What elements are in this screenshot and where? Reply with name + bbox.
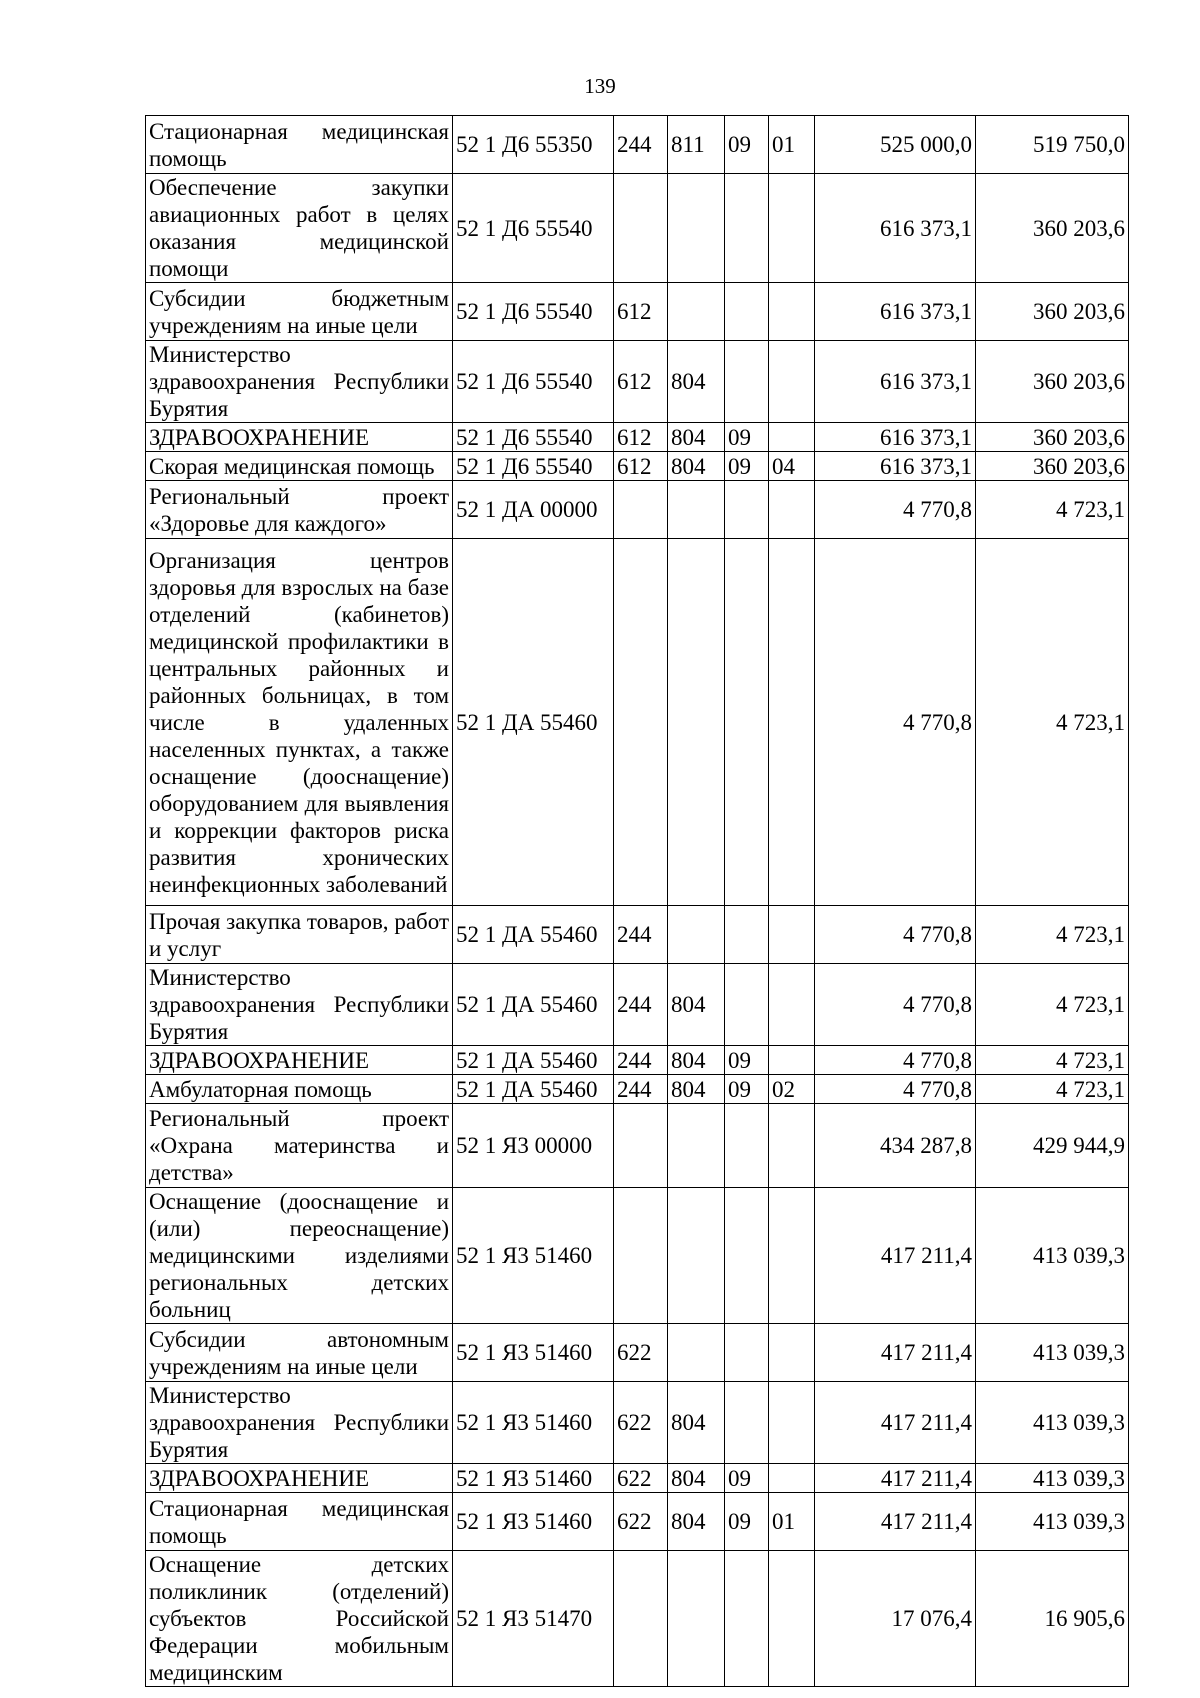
row-expense-type: 244 <box>614 116 668 174</box>
row-target-code: 52 1 Д6 55540 <box>453 423 614 452</box>
row-name: Региональный проект «Охрана материнства и детства» <box>146 1104 453 1188</box>
row-subsection <box>769 1324 815 1382</box>
row-expense-type: 622 <box>614 1382 668 1464</box>
row-ministry-code: 804 <box>668 423 725 452</box>
table-row <box>146 174 1129 283</box>
row-sum-2: 4 723,1 <box>976 906 1129 964</box>
row-target-code: 52 1 ДА 55460 <box>453 539 614 906</box>
row-ministry-code <box>668 481 725 539</box>
row-section: 09 <box>725 423 769 452</box>
row-section <box>725 1324 769 1382</box>
row-sum-2: 4 723,1 <box>976 1075 1129 1104</box>
table-row <box>146 1188 1129 1324</box>
row-name: Субсидии автономным учреждениям на иные цели <box>146 1324 453 1382</box>
row-expense-type: 622 <box>614 1493 668 1551</box>
row-section <box>725 174 769 283</box>
row-target-code: 52 1 Д6 55540 <box>453 341 614 423</box>
row-subsection: 01 <box>769 116 815 174</box>
row-sum-2: 360 203,6 <box>976 341 1129 423</box>
row-name: Субсидии бюджетным учреждениям на иные цели <box>146 283 453 341</box>
row-sum-2: 413 039,3 <box>976 1324 1129 1382</box>
row-target-code: 52 1 Я3 51460 <box>453 1188 614 1324</box>
row-expense-type: 612 <box>614 423 668 452</box>
row-sum-1: 616 373,1 <box>815 283 976 341</box>
table-row <box>146 1493 1129 1551</box>
row-sum-1: 4 770,8 <box>815 1046 976 1075</box>
row-ministry-code <box>668 174 725 283</box>
row-name: Оснащение детских поликлиник (отделений) субъектов Российской Федерации мобильным медицинским <box>146 1551 453 1687</box>
row-sum-2: 360 203,6 <box>976 283 1129 341</box>
row-expense-type: 622 <box>614 1324 668 1382</box>
row-target-code: 52 1 Д6 55540 <box>453 283 614 341</box>
row-subsection <box>769 906 815 964</box>
row-name: Министерство здравоохранения Республики Бурятия <box>146 341 453 423</box>
row-target-code: 52 1 Я3 51460 <box>453 1382 614 1464</box>
row-sum-2: 360 203,6 <box>976 423 1129 452</box>
row-name: Стационарная медицинская помощь <box>146 116 453 174</box>
row-ministry-code: 804 <box>668 1464 725 1493</box>
row-target-code: 52 1 Д6 55540 <box>453 174 614 283</box>
row-name: Министерство здравоохранения Республики Бурятия <box>146 964 453 1046</box>
table-row <box>146 341 1129 423</box>
row-expense-type <box>614 1188 668 1324</box>
row-ministry-code <box>668 906 725 964</box>
row-expense-type <box>614 1551 668 1687</box>
row-target-code: 52 1 Я3 51460 <box>453 1493 614 1551</box>
row-section <box>725 1551 769 1687</box>
row-sum-2: 519 750,0 <box>976 116 1129 174</box>
row-sum-2: 413 039,3 <box>976 1188 1129 1324</box>
row-subsection <box>769 1551 815 1687</box>
row-ministry-code: 804 <box>668 341 725 423</box>
row-target-code: 52 1 ДА 55460 <box>453 1046 614 1075</box>
row-sum-1: 616 373,1 <box>815 174 976 283</box>
row-target-code: 52 1 Я3 51460 <box>453 1324 614 1382</box>
row-subsection <box>769 174 815 283</box>
row-ministry-code: 804 <box>668 1046 725 1075</box>
row-ministry-code <box>668 1104 725 1188</box>
row-section: 09 <box>725 116 769 174</box>
row-target-code: 52 1 Д6 55350 <box>453 116 614 174</box>
row-expense-type <box>614 174 668 283</box>
table-row <box>146 906 1129 964</box>
row-ministry-code: 804 <box>668 964 725 1046</box>
row-sum-1: 616 373,1 <box>815 423 976 452</box>
row-subsection: 04 <box>769 452 815 481</box>
row-ministry-code: 804 <box>668 452 725 481</box>
row-section <box>725 1104 769 1188</box>
row-subsection <box>769 1046 815 1075</box>
row-name: Оснащение (дооснащение и (или) переоснащение) медицинскими изделиями региональных детских больниц <box>146 1188 453 1324</box>
row-subsection <box>769 539 815 906</box>
row-name: Обеспечение закупки авиационных работ в целях оказания медицинской помощи <box>146 174 453 283</box>
table-row <box>146 1046 1129 1075</box>
row-sum-2: 4 723,1 <box>976 964 1129 1046</box>
row-section: 09 <box>725 1046 769 1075</box>
row-target-code: 52 1 Д6 55540 <box>453 452 614 481</box>
row-name: ЗДРАВООХРАНЕНИЕ <box>146 423 453 452</box>
row-section <box>725 906 769 964</box>
row-expense-type: 244 <box>614 1046 668 1075</box>
row-name: Прочая закупка товаров, работ и услуг <box>146 906 453 964</box>
row-sum-1: 4 770,8 <box>815 964 976 1046</box>
row-ministry-code: 804 <box>668 1075 725 1104</box>
row-ministry-code: 811 <box>668 116 725 174</box>
row-sum-2: 360 203,6 <box>976 452 1129 481</box>
row-sum-2: 4 723,1 <box>976 481 1129 539</box>
row-sum-1: 4 770,8 <box>815 539 976 906</box>
table-row <box>146 452 1129 481</box>
row-name: ЗДРАВООХРАНЕНИЕ <box>146 1464 453 1493</box>
row-expense-type: 612 <box>614 452 668 481</box>
row-sum-1: 417 211,4 <box>815 1464 976 1493</box>
table-row <box>146 1382 1129 1464</box>
page-number: 139 <box>584 74 616 98</box>
table-row <box>146 481 1129 539</box>
row-subsection: 01 <box>769 1493 815 1551</box>
row-target-code: 52 1 Я3 51460 <box>453 1464 614 1493</box>
row-target-code: 52 1 ДА 55460 <box>453 964 614 1046</box>
row-name: Скорая медицинская помощь <box>146 452 453 481</box>
row-subsection <box>769 1382 815 1464</box>
row-ministry-code <box>668 1188 725 1324</box>
row-expense-type: 244 <box>614 1075 668 1104</box>
row-ministry-code <box>668 1551 725 1687</box>
table-row <box>146 1551 1129 1687</box>
row-sum-1: 434 287,8 <box>815 1104 976 1188</box>
row-sum-1: 4 770,8 <box>815 1075 976 1104</box>
table-row <box>146 964 1129 1046</box>
row-sum-2: 4 723,1 <box>976 1046 1129 1075</box>
table-row <box>146 283 1129 341</box>
row-name: Организация центров здоровья для взрослых на базе отделений (кабинетов) медицинской профилактики в центральных районных и районных больницах, в том числе в удаленных населенных пунктах, а также оснащение (дооснащение) оборудованием для выявления и коррекции факторов риска развития хронических неинфекционных заболеваний <box>146 539 453 906</box>
row-subsection <box>769 283 815 341</box>
row-section: 09 <box>725 1493 769 1551</box>
row-subsection <box>769 341 815 423</box>
table-row <box>146 1464 1129 1493</box>
row-sum-1: 616 373,1 <box>815 341 976 423</box>
row-target-code: 52 1 ДА 55460 <box>453 906 614 964</box>
row-section <box>725 481 769 539</box>
budget-table <box>145 115 1129 1687</box>
row-sum-1: 17 076,4 <box>815 1551 976 1687</box>
table-row <box>146 1104 1129 1188</box>
row-sum-1: 616 373,1 <box>815 452 976 481</box>
row-sum-2: 413 039,3 <box>976 1382 1129 1464</box>
row-section <box>725 964 769 1046</box>
row-subsection <box>769 423 815 452</box>
row-section: 09 <box>725 1075 769 1104</box>
row-section: 09 <box>725 1464 769 1493</box>
row-expense-type <box>614 539 668 906</box>
row-expense-type <box>614 481 668 539</box>
table-row <box>146 1075 1129 1104</box>
row-sum-1: 417 211,4 <box>815 1188 976 1324</box>
row-subsection <box>769 964 815 1046</box>
row-name: Стационарная медицинская помощь <box>146 1493 453 1551</box>
table-row <box>146 539 1129 906</box>
table-row <box>146 1324 1129 1382</box>
row-section <box>725 539 769 906</box>
table-row <box>146 116 1129 174</box>
row-ministry-code: 804 <box>668 1382 725 1464</box>
row-sum-2: 16 905,6 <box>976 1551 1129 1687</box>
row-sum-1: 417 211,4 <box>815 1382 976 1464</box>
row-sum-1: 417 211,4 <box>815 1324 976 1382</box>
row-target-code: 52 1 ДА 55460 <box>453 1075 614 1104</box>
row-ministry-code <box>668 539 725 906</box>
row-section <box>725 283 769 341</box>
row-section: 09 <box>725 452 769 481</box>
table-row <box>146 423 1129 452</box>
row-subsection <box>769 1464 815 1493</box>
row-target-code: 52 1 Я3 51470 <box>453 1551 614 1687</box>
row-sum-2: 413 039,3 <box>976 1464 1129 1493</box>
row-name: Амбулаторная помощь <box>146 1075 453 1104</box>
row-sum-2: 413 039,3 <box>976 1493 1129 1551</box>
row-section <box>725 341 769 423</box>
row-expense-type: 244 <box>614 964 668 1046</box>
row-ministry-code <box>668 1324 725 1382</box>
row-expense-type: 612 <box>614 283 668 341</box>
row-name: Региональный проект «Здоровье для каждого» <box>146 481 453 539</box>
row-sum-2: 360 203,6 <box>976 174 1129 283</box>
row-section <box>725 1382 769 1464</box>
row-target-code: 52 1 ДА 00000 <box>453 481 614 539</box>
row-name: Министерство здравоохранения Республики Бурятия <box>146 1382 453 1464</box>
row-section <box>725 1188 769 1324</box>
row-sum-2: 4 723,1 <box>976 539 1129 906</box>
row-subsection <box>769 481 815 539</box>
row-ministry-code: 804 <box>668 1493 725 1551</box>
row-expense-type: 612 <box>614 341 668 423</box>
row-expense-type <box>614 1104 668 1188</box>
row-name: ЗДРАВООХРАНЕНИЕ <box>146 1046 453 1075</box>
row-target-code: 52 1 Я3 00000 <box>453 1104 614 1188</box>
row-expense-type: 622 <box>614 1464 668 1493</box>
row-subsection: 02 <box>769 1075 815 1104</box>
row-expense-type: 244 <box>614 906 668 964</box>
row-sum-1: 4 770,8 <box>815 906 976 964</box>
row-ministry-code <box>668 283 725 341</box>
row-sum-1: 525 000,0 <box>815 116 976 174</box>
row-sum-1: 4 770,8 <box>815 481 976 539</box>
row-subsection <box>769 1188 815 1324</box>
row-sum-2: 429 944,9 <box>976 1104 1129 1188</box>
row-subsection <box>769 1104 815 1188</box>
row-sum-1: 417 211,4 <box>815 1493 976 1551</box>
